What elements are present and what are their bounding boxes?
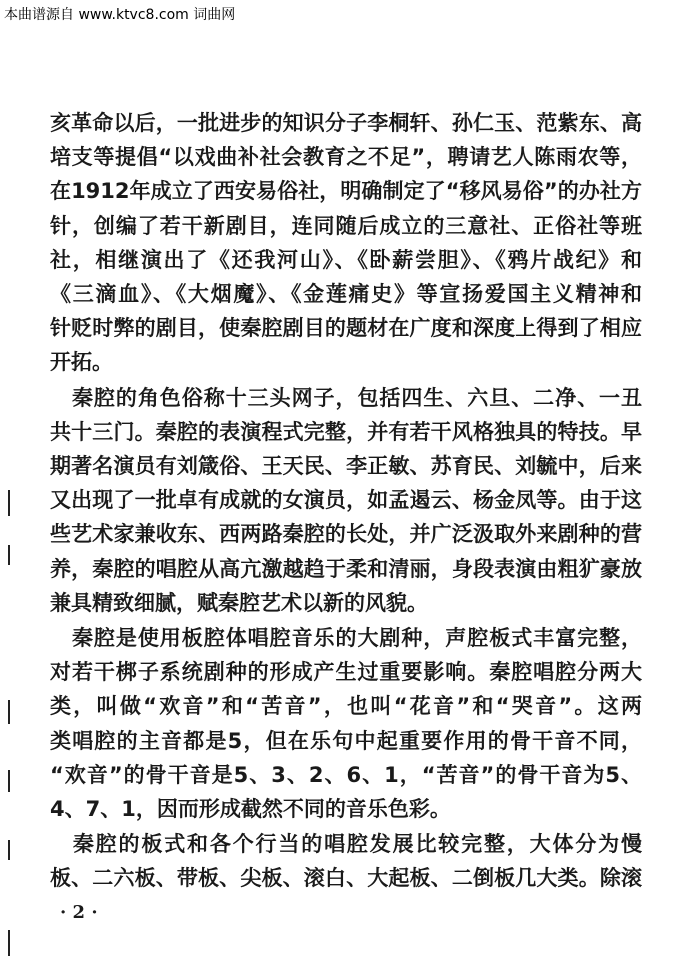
document-body [50, 106, 642, 896]
text-line: 秦腔的板式和各个行当的唱腔发展比较完整，大体分为慢 [50, 832, 642, 857]
scan-edge-mark [8, 545, 10, 565]
text-line: 开拓。 [50, 350, 113, 375]
text-line: 秦腔是使用板腔体唱腔音乐的大剧种，声腔板式丰富完整， [50, 626, 642, 651]
paragraph-4 [50, 827, 642, 895]
text-line: 社，相继演出了《还我河山》、《卧薪尝胆》、《鸦片战纪》和 [50, 247, 642, 272]
text-line: 4、7、1，因而形成截然不同的音乐色彩。 [50, 797, 451, 822]
text-line: 《三滴血》、《大烟魔》、《金莲痛史》等宣扬爱国主义精神和 [50, 282, 642, 307]
scan-edge-mark [8, 840, 10, 860]
text-line: 针，创编了若干新剧目，连同随后成立的三意社、正俗社等班 [50, 213, 642, 238]
text-line: 些艺术家兼收东、西两路秦腔的长处，并广泛汲取外来剧种的营 [50, 522, 642, 547]
source-watermark: 本曲谱源自 www.ktvc8.com 词曲网 [4, 7, 236, 23]
text-line: 亥革命以后，一批进步的知识分子李桐轩、孙仁玉、范紫东、高 [50, 111, 642, 135]
text-line: 类，叫做“欢音”和“苦音”，也叫“花音”和“哭音”。这两 [50, 694, 642, 719]
text-line: 类唱腔的主音都是5，但在乐句中起重要作用的骨干音不同， [50, 728, 642, 753]
scan-edge-mark [8, 490, 10, 516]
text-line: 兼具精致细腻，赋秦腔艺术以新的风貌。 [50, 590, 428, 615]
scan-edge-mark [8, 770, 10, 792]
text-line: 期著名演员有刘箴俗、王天民、李正敏、苏育民、刘毓中，后来 [50, 454, 642, 479]
paragraph-3 [50, 621, 642, 826]
text-line: “欢音”的骨干音是5、3、2、6、1，“苦音”的骨干音为5、 [50, 762, 642, 787]
paragraph-1 [50, 106, 642, 380]
text-line: 对若干梆子系统剧种的形成产生过重要影响。秦腔唱腔分两大 [50, 660, 642, 685]
text-line: 共十三门。秦腔的表演程式完整，并有若干风格独具的特技。早 [50, 419, 642, 444]
text-line: 在1912年成立了西安易俗社，明确制定了“移风易俗”的办社方 [50, 179, 642, 204]
text-line: 秦腔的角色俗称十三头网子，包括四生、六旦、二净、一丑 [50, 385, 642, 410]
paragraph-2 [50, 381, 642, 620]
text-line: 针贬时弊的剧目，使秦腔剧目的题材在广度和深度上得到了相应 [50, 316, 642, 341]
scan-edge-mark [8, 930, 10, 956]
text-line: 培支等提倡“以戏曲补社会教育之不足”，聘请艺人陈雨农等， [50, 145, 642, 170]
text-line: 又出现了一批卓有成就的女演员，如孟遏云、杨金凤等。由于这 [50, 488, 642, 513]
text-line: 板、二六板、带板、尖板、滚白、大起板、二倒板几大类。除滚 [50, 866, 642, 891]
page-number: · 2 · [60, 902, 98, 923]
text-line: 养，秦腔的唱腔从高亢激越趋于柔和清丽，身段表演由粗犷豪放 [50, 556, 642, 581]
scan-edge-mark [8, 700, 10, 724]
